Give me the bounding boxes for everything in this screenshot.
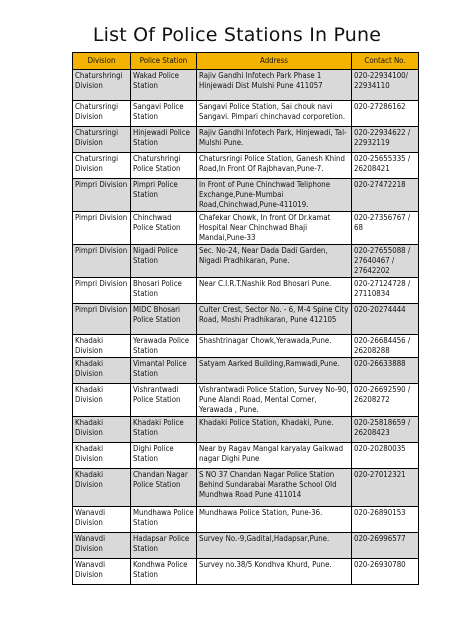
cell-contact: 020-26633888: [352, 358, 419, 384]
cell-address: S NO 37 Chandan Nagar Police Station Behind Sundarabai Marathe School Old Mundhwa Road Pune 411014: [197, 469, 352, 507]
table-row: [73, 533, 419, 559]
table-row: [73, 443, 419, 469]
table-row: [73, 179, 419, 212]
cell-police-station: Vimantal Police Station: [131, 358, 197, 384]
table-row: [73, 101, 419, 127]
column-header-station: Police Station: [131, 53, 197, 70]
cell-address: Culter Crest, Sector No. - 6, M-4 Spine City Road, Moshi Pradhikaran, Pune 412105: [197, 304, 352, 335]
cell-police-station: Pimpri Police Station: [131, 179, 197, 212]
cell-contact: 020-26930780: [352, 559, 419, 585]
cell-division: Khadaki Division: [73, 335, 131, 358]
cell-police-station: Hinjewadi Police Station: [131, 127, 197, 153]
cell-division: Wanavdi Division: [73, 507, 131, 533]
cell-address: Survey No.-9,Gadital,Hadapsar,Pune.: [197, 533, 352, 559]
cell-address: Sec. No-24, Near Dada Dadi Garden, Nigadi Pradhikaran, Pune.: [197, 245, 352, 278]
police-stations-table: [72, 52, 419, 585]
table-row: [73, 335, 419, 358]
table-row: [73, 153, 419, 179]
cell-address: Chatursringi Police Station, Ganesh Khind Road,In Front Of Rajbhavan,Pune-7.: [197, 153, 352, 179]
cell-contact: 020-20274444: [352, 304, 419, 335]
cell-address: Satyam Aarked Building,Ramwadi,Pune.: [197, 358, 352, 384]
table-row: [73, 304, 419, 335]
cell-contact: 020-26692590 / 26208272: [352, 384, 419, 417]
cell-division: Wanavdi Division: [73, 559, 131, 585]
cell-division: Khadaki Division: [73, 443, 131, 469]
cell-police-station: Vishrantwadi Police Station: [131, 384, 197, 417]
cell-contact: 020-22934100/ 22934110: [352, 70, 419, 101]
cell-police-station: Chinchwad Police Station: [131, 212, 197, 245]
cell-address: Shashtrinagar Chowk,Yerawada,Pune.: [197, 335, 352, 358]
cell-contact: 020-20280035: [352, 443, 419, 469]
cell-address: Rajiv Gandhi Infotech Park Phase 1 Hinjewadi Dist Mulshi Pune 411057: [197, 70, 352, 101]
cell-address: Near C.I.R.T.Nashik Rod Bhosari Pune.: [197, 278, 352, 304]
cell-division: Chaturshringi Division: [73, 70, 131, 101]
cell-police-station: Chaturshringi Police Station: [131, 153, 197, 179]
table-row: [73, 384, 419, 417]
cell-contact: 020-27472218: [352, 179, 419, 212]
table-row: [73, 559, 419, 585]
cell-address: Rajiv Gandhi Infotech Park, Hinjewadi, Tal-Mulshi Pune.: [197, 127, 352, 153]
cell-police-station: Khadaki Police Station: [131, 417, 197, 443]
cell-police-station: Kondhwa Police Station: [131, 559, 197, 585]
cell-division: Khadaki Division: [73, 384, 131, 417]
table-row: [73, 417, 419, 443]
cell-address: Survey no.38/5 Kondhva Khurd, Pune.: [197, 559, 352, 585]
table-row: [73, 245, 419, 278]
cell-police-station: Yerawada Police Station: [131, 335, 197, 358]
cell-police-station: Sangavi Police Station: [131, 101, 197, 127]
cell-division: Pimpri Division: [73, 278, 131, 304]
cell-division: Chatursringi Division: [73, 153, 131, 179]
cell-contact: 020-26996577: [352, 533, 419, 559]
cell-division: Khadaki Division: [73, 469, 131, 507]
cell-police-station: Bhosari Police Station: [131, 278, 197, 304]
column-header-contact: Contact No.: [352, 53, 419, 70]
cell-contact: 020-27356767 / 68: [352, 212, 419, 245]
cell-contact: 020-25655335 / 26208421: [352, 153, 419, 179]
column-header-address: Address: [197, 53, 352, 70]
cell-contact: 020-27655088 / 27640467 / 27642202: [352, 245, 419, 278]
cell-address: Khadaki Police Station, Khadaki, Pune.: [197, 417, 352, 443]
table-row: [73, 278, 419, 304]
cell-police-station: Dighi Police Station: [131, 443, 197, 469]
cell-address: In Front of Pune Chinchwad Teliphone Exchange,Pune-Mumbai Road,Chinchwad,Pune-411019.: [197, 179, 352, 212]
cell-address: Near by Ragav Mangal karyalay Gaikwad nagar Dighi Pune: [197, 443, 352, 469]
cell-contact: 020-26890153: [352, 507, 419, 533]
column-header-division: Division: [73, 53, 131, 70]
table-row: [73, 212, 419, 245]
cell-police-station: Wakad Police Station: [131, 70, 197, 101]
cell-police-station: Hadapsar Police Station: [131, 533, 197, 559]
table-row: [73, 507, 419, 533]
cell-division: Chatursringi Division: [73, 127, 131, 153]
document-title: List Of Police Stations In Pune: [92, 24, 382, 46]
table-body: [73, 70, 419, 585]
table-row: [73, 127, 419, 153]
cell-police-station: MIDC Bhosari Police Station: [131, 304, 197, 335]
cell-address: Chafekar Chowk, In front Of Dr.kamat Hospital Near Chinchwad Bhaji Mandai,Pune-33: [197, 212, 352, 245]
cell-police-station: Chandan Nagar Police Station: [131, 469, 197, 507]
cell-contact: 020-27286162: [352, 101, 419, 127]
cell-division: Pimpri Division: [73, 304, 131, 335]
cell-division: Wanavdi Division: [73, 533, 131, 559]
cell-contact: 020-27124728 / 27110834: [352, 278, 419, 304]
table-row: [73, 469, 419, 507]
table-row: [73, 70, 419, 101]
cell-division: Pimpri Division: [73, 245, 131, 278]
cell-address: Vishrantwadi Police Station, Survey No-90, Pune Alandi Road, Mental Corner, Yerawada , Pune.: [197, 384, 352, 417]
cell-contact: 020-26684456 / 26208288: [352, 335, 419, 358]
table-row: [73, 358, 419, 384]
cell-address: Mundhawa Police Station, Pune-36.: [197, 507, 352, 533]
table-header-row: [73, 53, 419, 70]
cell-police-station: Mundhawa Police Station: [131, 507, 197, 533]
cell-police-station: Nigadi Police Station: [131, 245, 197, 278]
cell-contact: 020-27012321: [352, 469, 419, 507]
cell-contact: 020-22934622 / 22932119: [352, 127, 419, 153]
cell-division: Khadaki Division: [73, 358, 131, 384]
cell-division: Pimpri Division: [73, 179, 131, 212]
cell-address: Sangavi Police Station, Sai chouk navi Sangavi. Pimpari chinchavad corporetion.: [197, 101, 352, 127]
cell-division: Pimpri Division: [73, 212, 131, 245]
cell-division: Chatursringi Division: [73, 101, 131, 127]
cell-division: Khadaki Division: [73, 417, 131, 443]
cell-contact: 020-25818659 / 26208423: [352, 417, 419, 443]
